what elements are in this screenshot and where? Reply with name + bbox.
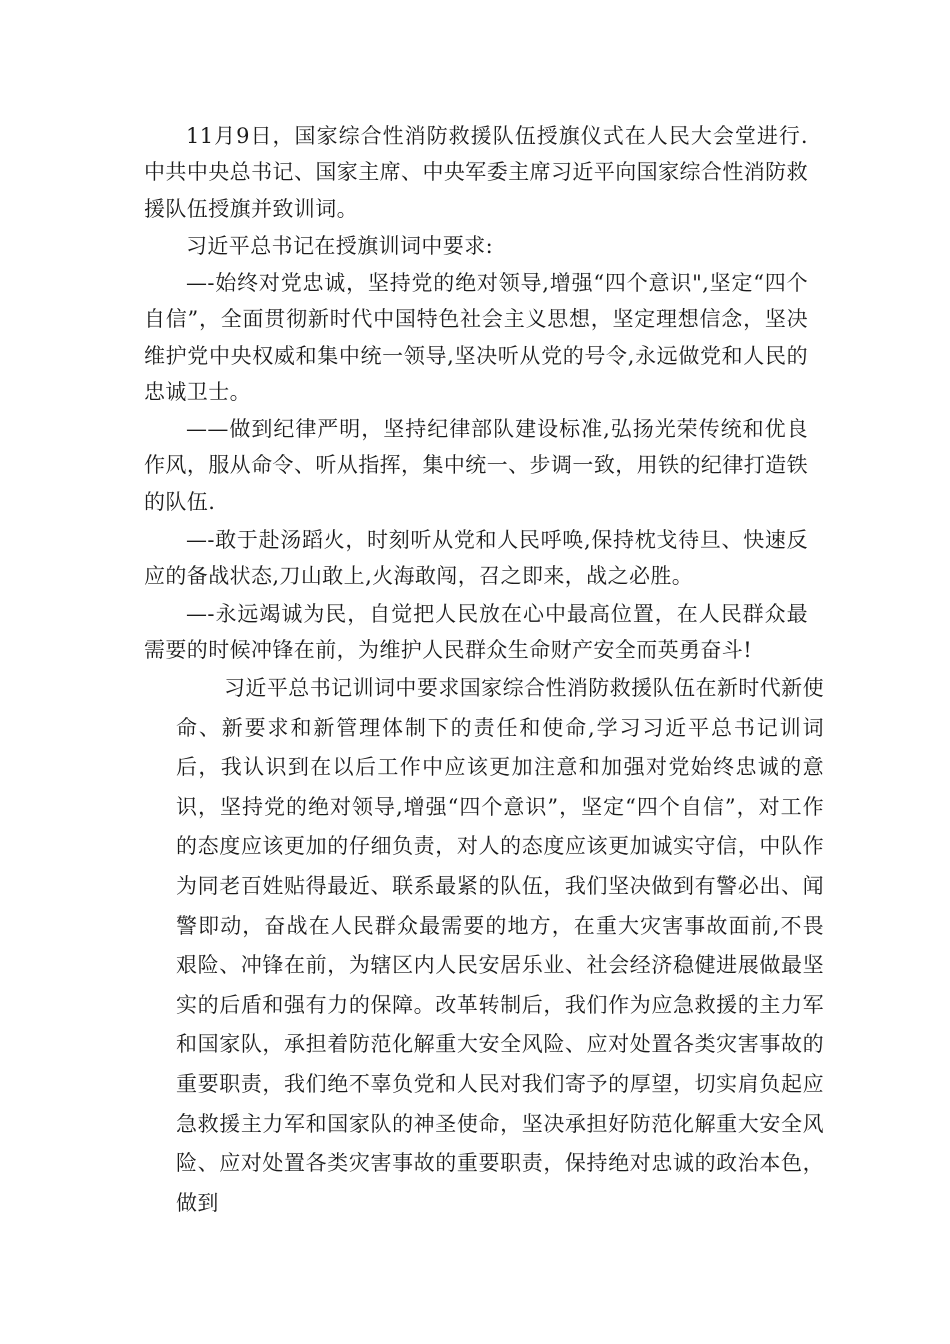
paragraph-requirements-intro: 习近平总书记在授旗训词中要求: <box>186 234 494 258</box>
paragraph-ceremony: 11月9日，国家综合性消防救援队伍授旗仪式在人民大会堂进行.中共中央总书记、国家主席、中央军委主席习近平向国家综合性消防救援队伍授旗并致训词。 <box>144 124 808 221</box>
paragraph-courage: —-敢于赴汤蹈火，时刻听从党和人民呼唤,保持枕戈待旦、快速反应的备战状态,刀山敢上,火海敢闯，召之即来，战之必胜。 <box>144 528 808 589</box>
paragraph-serve-people: —-永远竭诚为民，自觉把人民放在心中最高位置，在人民群众最需要的时候冲锋在前，为维护人民群众生命财产安全而英勇奋斗! <box>144 602 808 663</box>
paragraph-loyalty: —-始终对党忠诚，坚持党的绝对领导,增强“四个意识",坚定“四个自信”，全面贯彻新时代中国特色社会主义思想，坚定理想信念，坚决维护党中央权威和集中统一领导,坚决听从党的号令,永远做党和人民的忠诚卫士。 <box>144 271 808 405</box>
paragraph-reflection: 习近平总书记训词中要求国家综合性消防救援队伍在新时代新使命、新要求和新管理体制下的责任和使命,学习习近平总书记训词后，我认识到在以后工作中应该更加注意和加强对党始终忠诚的意识，坚持党的绝对领导,增强“四个意识”，坚定“四个自信”，对工作的态度应该更加的仔细负责，对人的态度应该更加诚实守信，中队作为同老百姓贴得最近、联系最紧的队伍，我们坚决做到有警必出、闻警即动，奋战在人民群众最需要的地方，在重大灾害事故面前,不畏艰险、冲锋在前，为辖区内人民安居乐业、社会经济稳健进展做最坚实的后盾和强有力的保障。改革转制后，我们作为应急救援的主力军和国家队，承担着防范化解重大安全风险、应对处置各类灾害事故的重要职责，我们绝不辜负党和人民对我们寄予的厚望，切实肩负起应急救援主力军和国家队的神圣使命，坚决承担好防范化解重大安全风险、应对处置各类灾害事故的重要职责，保持绝对忠诚的政治本色，做到 <box>176 676 824 1215</box>
paragraph-discipline: ——做到纪律严明，坚持纪律部队建设标准,弘扬光荣传统和优良作风，服从命令、听从指挥，集中统一、步调一致，用铁的纪律打造铁的队伍. <box>144 417 808 514</box>
